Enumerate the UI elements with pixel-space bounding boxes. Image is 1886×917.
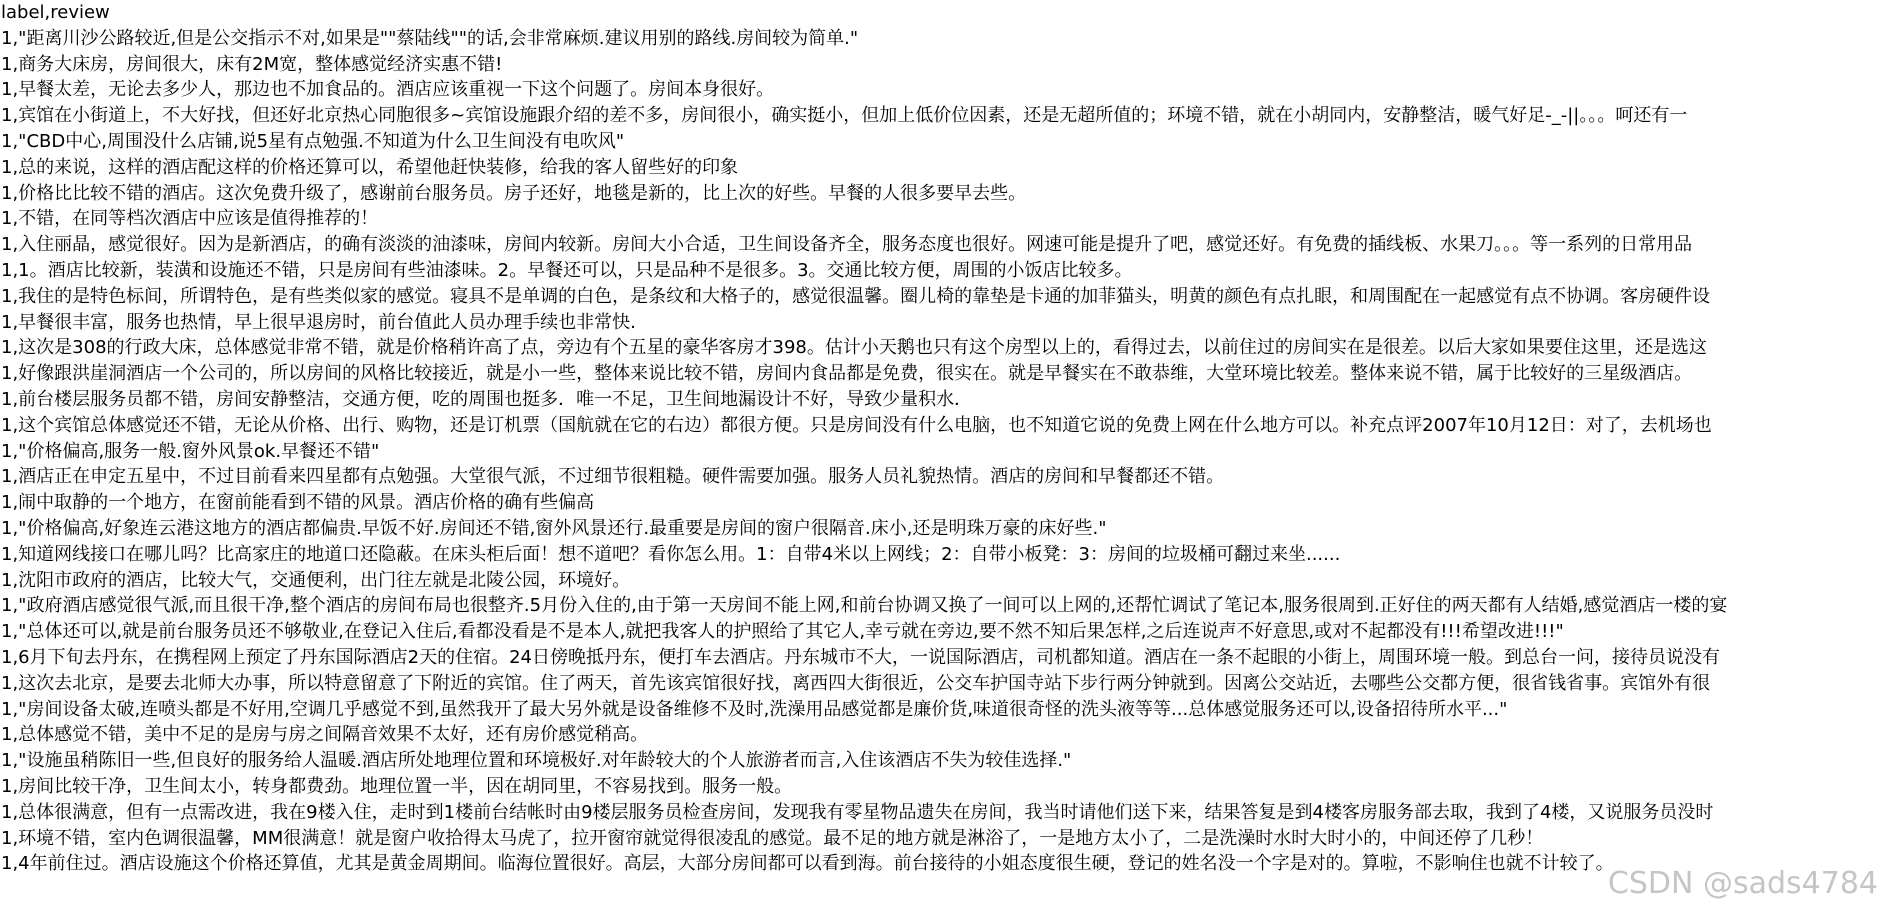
csv-data-line: 1,环境不错，室内色调很温馨，MM很满意！就是窗户收拾得太马虎了，拉开窗帘就觉得很凌乱的感觉。最不足的地方就是淋浴了，一是地方太小了，二是洗澡时水时大时小的，中间还停了几秒！ (1, 827, 1544, 849)
csv-data-line: 1,"价格偏高,服务一般.窗外风景ok.早餐还不错" (1, 440, 380, 462)
csv-data-line: 1,不错，在同等档次酒店中应该是值得推荐的！ (1, 208, 379, 230)
csv-data-line: 1,入住丽晶，感觉很好。因为是新酒店，的确有淡淡的油漆味，房间内较新。房间大小合适，卫生间设备齐全，服务态度也很好。网速可能是提升了吧，感觉还好。有免费的插线板、水果刀。。。等一系列的日常用品 (1, 234, 1693, 256)
watermark: CSDN @sads4784 (1607, 866, 1878, 901)
csv-data-line: 1,我住的是特色标间，所谓特色，是有些类似家的感觉。寝具不是单调的白色，是条纹和大格子的，感觉很温馨。圈儿椅的靠垫是卡通的加菲猫头，明黄的颜色有点扎眼，和周围配在一起感觉有点不协调。客房硬件设 (1, 285, 1711, 307)
csv-data-line: 1,"总体还可以,就是前台服务员还不够敬业,在登记入住后,看都没看是不是本人,就把我客人的护照给了其它人,幸亏就在旁边,要不然不知后果怎样,之后连说声不好意思,或对不起都没有!!!希望改进!!!" (1, 621, 1564, 643)
csv-data-line: 1,价格比比较不错的酒店。这次免费升级了，感谢前台服务员。房子还好，地毯是新的，比上次的好些。早餐的人很多要早去些。 (1, 182, 1027, 204)
csv-data-line: 1,商务大床房，房间很大，床有2M宽，整体感觉经济实惠不错! (1, 53, 503, 75)
csv-data-line: 1,1。酒店比较新，装潢和设施还不错，只是房间有些油漆味。2。早餐还可以，只是品种不是很多。3。交通比较方便，周围的小饭店比较多。 (1, 259, 1133, 281)
csv-data-line: 1,好像跟洪崖洞酒店一个公司的，所以房间的风格比较接近，就是小一些，整体来说比较不错，房间内食品都是免费，很实在。就是早餐实在不敢恭维，大堂环境比较差。整体来说不错，属于比较好的三星级酒店。 (1, 363, 1693, 385)
csv-data-line: 1,总体很满意，但有一点需改进，我在9楼入住，走时到1楼前台结帐时由9楼层服务员检查房间，发现我有零星物品遗失在房间，我当时请他们送下来，结果答复是到4楼客房服务部去取，我到了4楼，又说服务员没时 (1, 801, 1714, 823)
csv-data-line: 1,知道网线接口在哪儿吗？比高家庄的地道口还隐蔽。在床头柜后面！想不道吧？看你怎么用。1：自带4米以上网线；2：自带小板凳：3：房间的垃圾桶可翻过来坐...... (1, 543, 1341, 565)
csv-data-line: 1,早餐很丰富，服务也热情，早上很早退房时，前台值此人员办理手续也非常快. (1, 311, 636, 333)
csv-data-line: 1,这次去北京，是要去北师大办事，所以特意留意了下附近的宾馆。住了两天，首先该宾馆很好找，离西四大街很近，公交车护国寺站下步行两分钟就到。因离公交站近，去哪些公交都方便，很省钱省事。宾馆外有很 (1, 672, 1711, 694)
csv-data-line: 1,沈阳市政府的酒店，比较大气，交通便利，出门往左就是北陵公园，环境好。 (1, 569, 631, 591)
csv-data-line: 1,总的来说，这样的酒店配这样的价格还算可以，希望他赶快装修，给我的客人留些好的印象 (1, 156, 739, 178)
csv-data-line: 1,"价格偏高,好象连云港这地方的酒店都偏贵.早饭不好.房间还不错,窗外风景还行.最重要是房间的窗户很隔音.床小,还是明珠万豪的床好些." (1, 517, 1107, 539)
csv-data-line: 1,早餐太差，无论去多少人，那边也不加食品的。酒店应该重视一下这个问题了。房间本身很好。 (1, 79, 775, 101)
csv-data-line: 1,闹中取静的一个地方，在窗前能看到不错的风景。酒店价格的确有些偏高 (1, 492, 595, 514)
csv-data-line: 1,酒店正在申定五星中，不过目前看来四星都有点勉强。大堂很气派，不过细节很粗糙。硬件需要加强。服务人员礼貌热情。酒店的房间和早餐都还不错。 (1, 466, 1225, 488)
csv-data-line: 1,4年前住过。酒店设施这个价格还算值，尤其是黄金周期间。临海位置很好。高层，大部分房间都可以看到海。前台接待的小姐态度很生硬，登记的姓名没一个字是对的。算啦，不影响住也就不计较了。 (1, 853, 1614, 875)
csv-data-line: 1,这次是308的行政大床，总体感觉非常不错，就是价格稍许高了点，旁边有个五星的豪华客房才398。估计小天鹅也只有这个房型以上的，看得过去，以前住过的房间实在是很差。以后大家如果要住这里，还是选这 (1, 337, 1707, 359)
csv-data-line: 1,房间比较干净，卫生间太小，转身都费劲。地理位置一半，因在胡同里，不容易找到。服务一般。 (1, 775, 793, 797)
csv-data-line: 1,"距离川沙公路较近,但是公交指示不对,如果是""蔡陆线""的话,会非常麻烦.建议用别的路线.房间较为简单." (1, 27, 859, 49)
csv-data-line: 1,前台楼层服务员都不错，房间安静整洁，交通方便，吃的周围也挺多．唯一不足，卫生间地漏设计不好，导致少量积水． (1, 388, 973, 410)
csv-data-line: 1,6月下旬去丹东，在携程网上预定了丹东国际酒店2天的住宿。24日傍晚抵丹东，便打车去酒店。丹东城市不大，一说国际酒店，司机都知道。酒店在一条不起眼的小街上，周围环境一般。到总台一问，接待员说没有 (1, 646, 1720, 668)
csv-data-line: 1,"房间设备太破,连喷头都是不好用,空调几乎感觉不到,虽然我开了最大另外就是设备维修不及时,洗澡用品感觉都是廉价货,味道很奇怪的洗头液等等...总体感觉服务还可以,设备招待所水平..." (1, 698, 1508, 720)
csv-data-line: 1,宾馆在小街道上，不大好找，但还好北京热心同胞很多~宾馆设施跟介绍的差不多，房间很小，确实挺小，但加上低价位因素，还是无超所值的；环境不错，就在小胡同内，安静整洁，暖气好足-_-||。。。呵还有一 (1, 105, 1688, 127)
csv-data-line: 1,这个宾馆总体感觉还不错，无论从价格、出行、购物，还是订机票（国航就在它的右边）都很方便。只是房间没有什么电脑，也不知道它说的免费上网在什么地方可以。补充点评2007年10月12日：对了，去机场也 (1, 414, 1712, 436)
csv-data-line: 1,"政府酒店感觉很气派,而且很干净,整个酒店的房间布局也很整齐.5月份入住的,由于第一天房间不能上网,和前台协调又换了一间可以上网的,还帮忙调试了笔记本,服务很周到.正好住的两天都有人结婚,感觉酒店一楼的宴 (1, 595, 1728, 617)
csv-data-line: 1,"设施虽稍陈旧一些,但良好的服务给人温暖.酒店所处地理位置和环境极好.对年龄较大的个人旅游者而言,入住该酒店不失为较佳选择." (1, 750, 1072, 772)
csv-data-line: 1,总体感觉不错，美中不足的是房与房之间隔音效果不太好，还有房价感觉稍高。 (1, 724, 649, 746)
csv-header-line: label,review (1, 2, 110, 23)
csv-data-line: 1,"CBD中心,周围没什么店铺,说5星有点勉强.不知道为什么卫生间没有电吹风" (1, 130, 625, 152)
